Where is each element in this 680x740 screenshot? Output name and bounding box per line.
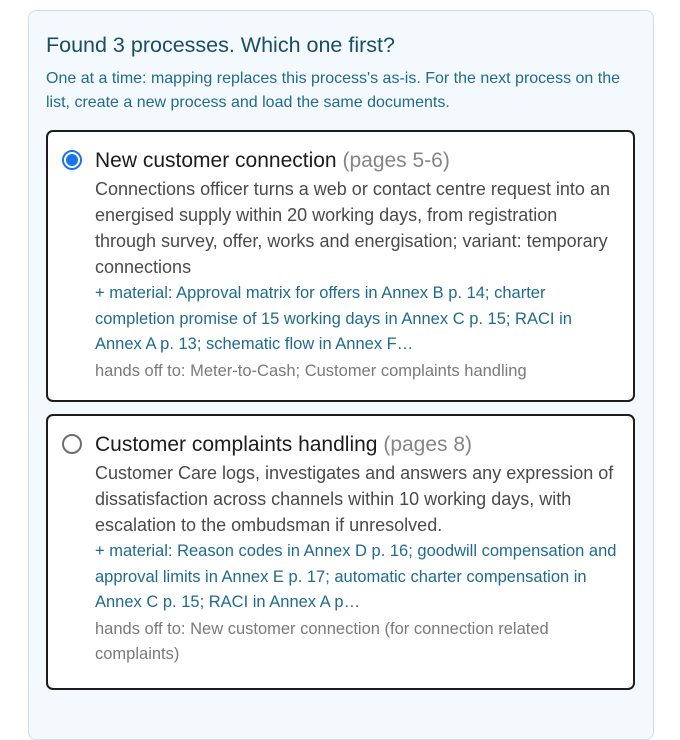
option-pages: (pages 8) bbox=[383, 433, 473, 456]
option-heading bbox=[95, 431, 619, 459]
option-handoff: hands off to: New customer connection (for connection related complaints) bbox=[95, 619, 549, 663]
process-option-customer-complaints-handling[interactable] bbox=[46, 414, 635, 690]
option-pages: (pages 5-6) bbox=[342, 149, 450, 172]
option-heading bbox=[95, 147, 619, 175]
prompt-title: Found 3 processes. Which one first? bbox=[46, 33, 395, 57]
process-choice-panel bbox=[28, 10, 654, 740]
option-description: Customer Care logs, investigates and answers any expression of dissatisfaction across channels within 10 working days, with escalation to the ombudsman if unresolved. bbox=[95, 463, 614, 535]
radio-selected-icon[interactable] bbox=[62, 150, 82, 170]
option-material: + material: Reason codes in Annex D p. 16; goodwill compensation and approval limits in Annex E p. 17; automatic charter compensation in Annex C p. 15; RACI in Annex A p… bbox=[95, 542, 617, 611]
option-handoff: hands off to: Meter-to-Cash; Customer complaints handling bbox=[95, 361, 527, 380]
option-name: New customer connection bbox=[95, 149, 337, 172]
option-description: Connections officer turns a web or contact centre request into an energised supply within 20 working days, from registration through survey, offer, works and energisation; variant: temporary connections bbox=[95, 179, 610, 277]
option-name: Customer complaints handling bbox=[95, 433, 378, 456]
option-material: + material: Approval matrix for offers in Annex B p. 14; charter completion promise of 15 working days in Annex C p. 15; RACI in Annex A p. 13; schematic flow in Annex F… bbox=[95, 284, 572, 353]
radio-unselected-icon[interactable] bbox=[62, 434, 82, 454]
prompt-hint: One at a time: mapping replaces this process's as-is. For the next process on the list, create a new process and load the same documents. bbox=[46, 70, 620, 111]
process-option-new-customer-connection[interactable] bbox=[46, 130, 635, 402]
